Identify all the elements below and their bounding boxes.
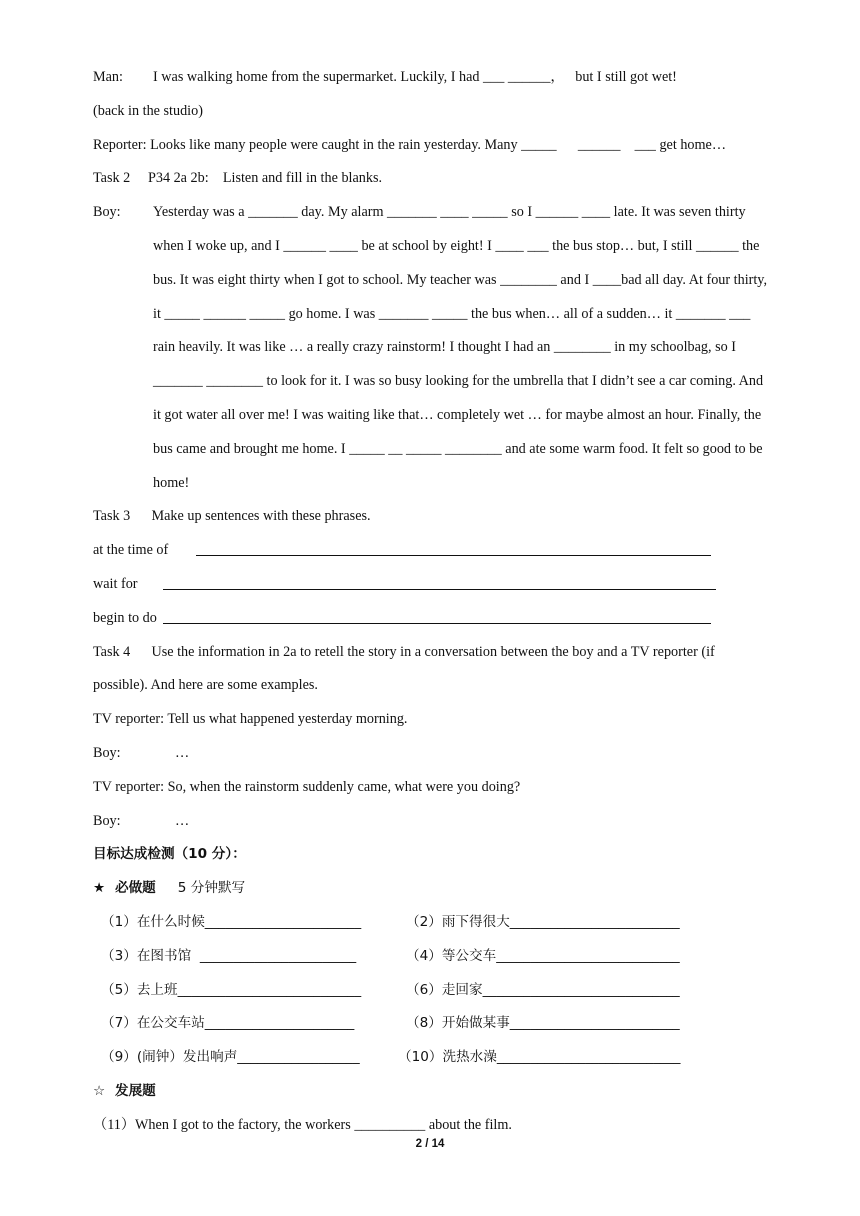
assessment-title: 目标达成检测（10 分）：: [93, 846, 246, 863]
reporter-question-2: TV reporter: So, when the rainstorm suddenly came, what were you doing?: [93, 778, 521, 795]
passage-line: it _____ ______ _____ go home. I was _______ _____ the bus when… all of a sudden… it _______ ___: [153, 305, 751, 322]
reporter-question-1: TV reporter: Tell us what happened yesterday morning.: [93, 711, 408, 728]
studio-note: (back in the studio): [93, 102, 203, 119]
speaker-man: Man:: [93, 69, 123, 85]
dictation-item: （5）去上班___________________________: [101, 981, 362, 998]
question-11: （11）When I got to the factory, the workers __________ about the film.: [93, 1116, 512, 1133]
ellipsis: …: [175, 812, 190, 829]
phrase-label: begin to do: [93, 609, 157, 626]
passage-line: bus. It was eight thirty when I got to school. My teacher was ________ and I ____bad all day. At four thirty,: [153, 271, 768, 288]
outline-star-icon: ☆: [93, 1082, 106, 1099]
task2-boy-line-1: [93, 199, 823, 233]
passage-line: bus came and brought me home. I _____ __ _____ ________ and ate some warm food. It felt so good to be: [153, 440, 763, 457]
boy-response-2: [93, 808, 823, 842]
dictation-item: （7）在公交车站______________________: [101, 1015, 355, 1032]
develop-section: [93, 1078, 823, 1112]
task4-heading: Task 4 Use the information in 2a to retell the story in a conversation between the boy and a TV reporter (if: [93, 643, 715, 660]
dictation-row: [93, 1010, 823, 1044]
required-section: [93, 875, 823, 909]
phrase-label: at the time of: [93, 542, 169, 559]
dictation-row: [93, 909, 823, 943]
man-text: I was walking home from the supermarket. Luckily, I had ___ ______， but I still got wet!: [153, 69, 677, 85]
reporter-line: Reporter: Looks like many people were caught in the rain yesterday. Many _____ ______ ___ get home…: [93, 136, 727, 153]
task3-heading: Task 3 Make up sentences with these phrases.: [93, 508, 371, 525]
phrase-row: [93, 571, 823, 605]
answer-blank[interactable]: [196, 537, 711, 556]
phrase-label: wait for: [93, 575, 138, 592]
passage-line: _______ ________ to look for it. I was so busy looking for the umbrella that I didn’t see a car coming. And: [153, 373, 764, 390]
passage-line: rain heavily. It was like … a really crazy rainstorm! I thought I had an ________ in my schoolbag, so I: [153, 339, 736, 356]
dictation-row: [93, 943, 823, 977]
develop-label: 发展题: [115, 1082, 156, 1099]
passage-line: Yesterday was a _______ day. My alarm _______ ____ _____ so I ______ ____ late. It was seven thirty: [153, 204, 746, 221]
dictation-row: [93, 977, 823, 1011]
answer-blank[interactable]: [163, 605, 711, 624]
dictation-item: （3）在图书馆 _______________________: [101, 947, 357, 964]
answer-blank[interactable]: [163, 571, 716, 590]
dictation-item: （8）开始做某事_________________________: [406, 1015, 680, 1032]
dictation-item: （2）雨下得很大_________________________: [406, 913, 680, 930]
boy-response-1: [93, 740, 823, 774]
speaker-boy: Boy:: [93, 204, 121, 221]
phrase-row: [93, 537, 823, 571]
task2-heading: Task 2 P34 2a 2b: Listen and fill in the blanks.: [93, 170, 383, 187]
dictation-item: （4）等公交车___________________________: [406, 947, 680, 964]
man-line: [93, 64, 823, 98]
ellipsis: …: [175, 744, 190, 761]
filled-star-icon: ★: [93, 880, 106, 897]
passage-line: home!: [153, 474, 190, 491]
dictation-item: （9）(闹钟）发出响声__________________: [101, 1049, 360, 1066]
passage-line: it got water all over me! I was waiting like that… completely wet … for maybe almost an hour. Finally, the: [153, 406, 762, 423]
dictation-item: （6）走回家_____________________________: [406, 981, 680, 998]
document-page: [93, 64, 823, 1146]
speaker-boy: Boy:: [93, 744, 121, 761]
dictation-item: （1）在什么时候_______________________: [101, 913, 362, 930]
phrase-row: [93, 605, 823, 639]
dictation-item: （10）洗热水澡___________________________: [398, 1049, 681, 1066]
required-label: 必做题: [115, 880, 156, 897]
task4-heading-cont: possible). And here are some examples.: [93, 677, 318, 694]
passage-line: when I woke up, and I ______ ____ be at school by eight! I ____ ___ the bus stop… but, I still ______ the: [153, 237, 760, 254]
dictation-row: [93, 1044, 823, 1078]
page-number: 2 / 14: [415, 1138, 445, 1150]
required-note: 5 分钟默写: [177, 880, 246, 897]
speaker-boy: Boy:: [93, 812, 121, 829]
